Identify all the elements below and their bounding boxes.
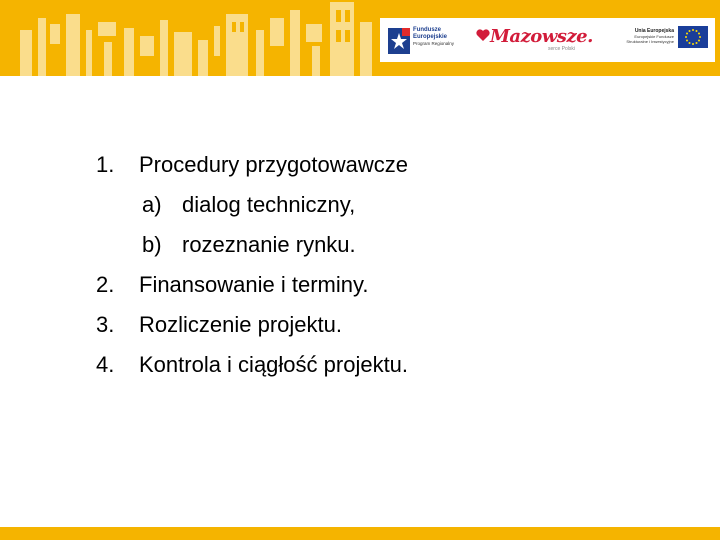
subitem-letter: a) [142,192,162,217]
item-text: Kontrola i ciągłość projektu. [139,352,409,377]
agenda-item-2 [96,265,408,305]
fe-star-icon [388,28,410,54]
mazowsze-tagline: serce Polski [548,46,575,52]
ue-line1: Unia Europejska [634,28,674,34]
item-text: Rozliczenie projektu. [139,312,342,337]
ue-line2: Europejskie Fundusze [634,34,674,39]
unia-europejska-logo [612,24,712,58]
agenda-item-3 [96,305,408,345]
item-text: Finansowanie i terminy. [139,272,369,297]
agenda-item-1 [96,145,408,185]
mazowsze-wordmark: Mazowsze. [490,26,593,47]
heart-icon [476,29,490,42]
ue-line3: Strukturalne i Inwestycyjne [626,39,674,44]
item-number: 2. [96,272,115,297]
building-pattern-graphic [0,0,380,76]
fe-line1: Fundusze [413,27,441,33]
fe-line2: Europejskie [413,34,448,40]
item-number: 1. [96,152,115,177]
header-banner [0,0,720,76]
agenda-subitem-a [96,185,408,225]
item-number: 3. [96,312,115,337]
subitem-text: rozeznanie rynku. [182,232,356,257]
agenda-list [96,145,408,385]
item-number: 4. [96,352,115,377]
fundusze-europejskie-logo [388,24,468,58]
agenda-subitem-b [96,225,408,265]
item-text: Procedury przygotowawcze [139,152,409,177]
mazowsze-logo [476,26,594,56]
logo-strip [380,18,715,62]
subitem-letter: b) [142,232,162,257]
fe-line3: Program Regionalny [413,41,455,46]
agenda-item-4 [96,345,408,385]
footer-bar [0,527,720,540]
subitem-text: dialog techniczny, [182,192,356,217]
eu-flag-icon [678,26,708,48]
